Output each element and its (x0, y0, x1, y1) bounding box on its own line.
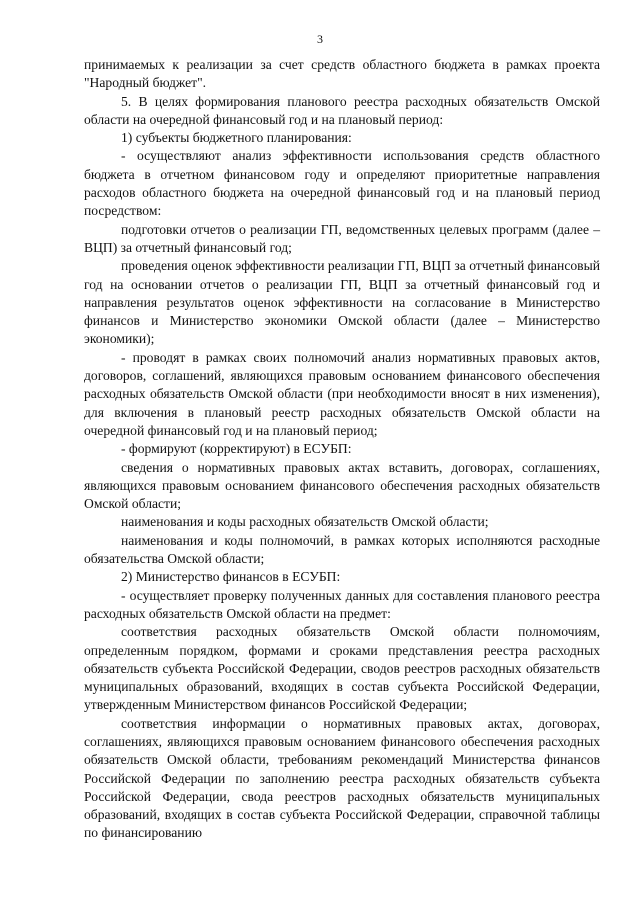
paragraph: 1) субъекты бюджетного планирования: (121, 130, 352, 146)
paragraph: наименования и коды полномочий, в рамках которых исполняются расходные обязательства Омской области; (84, 532, 600, 567)
page-number: 3 (317, 32, 323, 46)
paragraph: подготовки отчетов о реализации ГП, ведомственных целевых программ (далее – ВЦП) за отчетный финансовый год; (84, 221, 600, 255)
paragraph: 2) Министерство финансов в ЕСУБП: (121, 569, 341, 585)
paragraph: соответствия информации о нормативных правовых актах, договорах, соглашениях, являющихся правовым основанием финансового обеспечения расходных обязательств Омской области, требованиям рекомендаций Министерства финансов Российской Федерации по заполнению реестра расходных обязательств субъекта Российской Федерации, свода реестров расходных обязательств муниципальных образований, входящих в состав субъекта Российской Федерации, справочной таблицы по финансированию (84, 715, 600, 841)
paragraph: 5. В целях формирования планового реестра расходных обязательств Омской области на очередной финансовый год и на плановый период: (84, 93, 600, 127)
paragraph: сведения о нормативных правовых актах вставить, договорах, соглашениях, являющихся правовым основанием финансового обеспечения расходных обязательств Омской области; (84, 459, 600, 512)
paragraph: - осуществляют анализ эффективности использования средств областного бюджета в отчетном финансовом году и определяют приоритетные направления расходов областного бюджета на очередной финансовый год и на плановый период посредством: (84, 148, 600, 219)
paragraph: - проводят в рамках своих полномочий анализ нормативных правовых актов, договоров, соглашений, являющихся правовым основанием финансового обеспечения расходных обязательств Омской области (при необходимости вносят в них изменения), для включения в плановый реестр расходных обязательств Омской области на очередной финансовый год и на плановый период; (84, 349, 600, 438)
paragraph: наименования и коды расходных обязательств Омской области; (121, 514, 489, 530)
paragraph: - осуществляет проверку полученных данных для составления планового реестра расходных обязательств Омской области на предмет: (84, 587, 600, 621)
paragraph: - формируют (корректируют) в ЕСУБП: (121, 441, 352, 457)
paragraph: соответствия расходных обязательств Омской области полномочиям, определенным порядком, формами и сроками представления реестра расходных обязательств субъекта Российской Федерации, сводов реестров расходных обязательств муниципальных образований, входящих в состав субъекта Российской Федерации, утвержденным Министерством финансов Российской Федерации; (84, 624, 600, 713)
paragraph: принимаемых к реализации за счет средств областного бюджета в рамках проекта "Народный бюджет". (84, 57, 600, 91)
document-body (84, 56, 600, 843)
paragraph: проведения оценок эффективности реализации ГП, ВЦП за отчетный финансовый год на основании отчетов о реализации ГП, ВЦП за отчетный финансовый год и направления результатов оценок эффективности на согласование в Министерство финансов и Министерство экономики Омской области (далее – Министерство экономики); (84, 258, 600, 347)
